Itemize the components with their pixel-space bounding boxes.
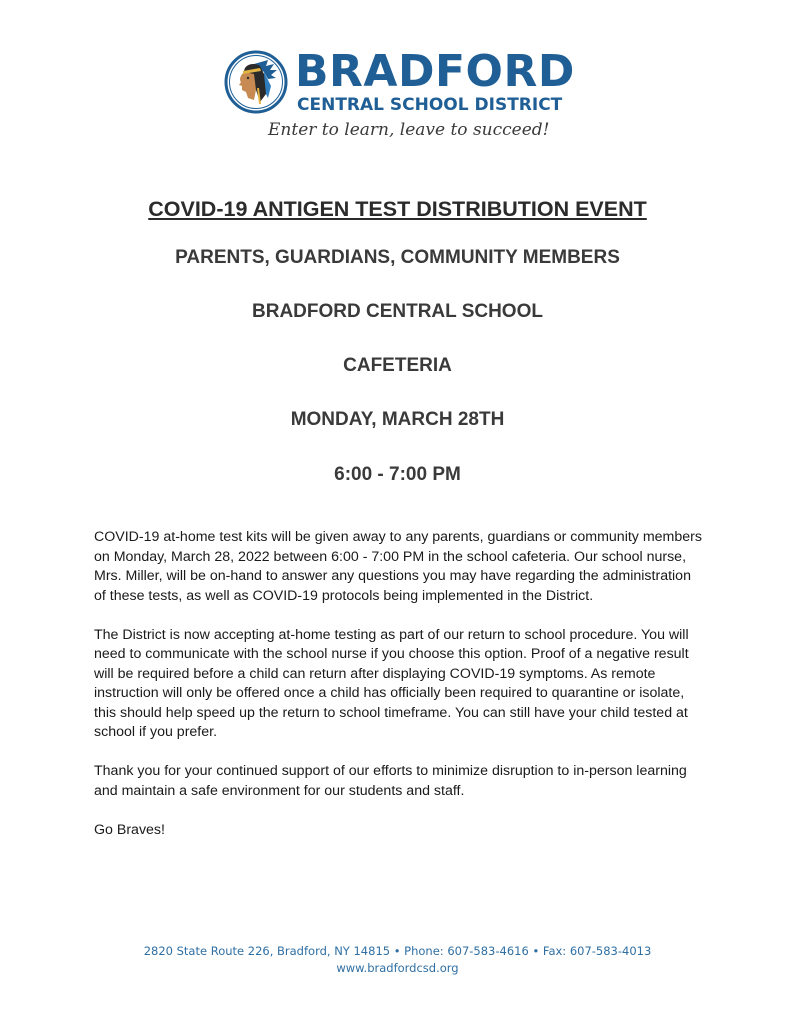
- letterhead: [224, 48, 584, 148]
- braves-mascot-seal-icon: [224, 50, 288, 114]
- body-paragraph-policy: The District is now accepting at-home testing as part of our return to school procedure. You will need to communicate with the school nurse if you choose this option. Proof of a negative result will be required before a child can return after displaying COVID-19 symptoms. As remote instruction will only be offered once a child has officially been required to quarantine or isolate, this should help speed up the return to school timeframe. You can still have your child tested at school if you prefer.: [94, 626, 689, 740]
- district-name: BRADFORD: [295, 46, 575, 97]
- event-room: CAFETERIA: [343, 355, 452, 376]
- district-subtitle: CENTRAL SCHOOL DISTRICT: [297, 95, 563, 115]
- event-location: BRADFORD CENTRAL SCHOOL: [252, 301, 543, 322]
- letter-body: [94, 528, 704, 860]
- footer-address: 2820 State Route 226, Bradford, NY 14815 • Phone: 607-583-4616 • Fax: 607-583-4013: [143, 944, 652, 958]
- footer-website-link[interactable]: www.bradfordcsd.org: [336, 961, 459, 975]
- footer: [0, 943, 795, 977]
- event-audience: PARENTS, GUARDIANS, COMMUNITY MEMBERS: [175, 247, 620, 268]
- body-paragraph-kits: COVID-19 at-home test kits will be given away to any parents, guardians or community members on Monday, March 28, 2022 between 6:00 - 7:00 PM in the school cafeteria. Our school nurse, Mrs. Miller, will be on-hand to answer any questions you may have regarding the administration of these tests, as well as COVID-19 protocols being implemented in the District.: [94, 529, 702, 604]
- body-closing: Go Braves!: [94, 821, 165, 838]
- body-paragraph-thanks: Thank you for your continued support of our efforts to minimize disruption to in-person learning and maintain a safe environment for our students and staff.: [94, 763, 687, 799]
- district-motto: Enter to learn, leave to succeed!: [268, 120, 550, 140]
- event-time: 6:00 - 7:00 PM: [334, 464, 461, 485]
- event-title: COVID-19 ANTIGEN TEST DISTRIBUTION EVENT: [148, 197, 647, 221]
- event-date: MONDAY, MARCH 28TH: [290, 409, 505, 430]
